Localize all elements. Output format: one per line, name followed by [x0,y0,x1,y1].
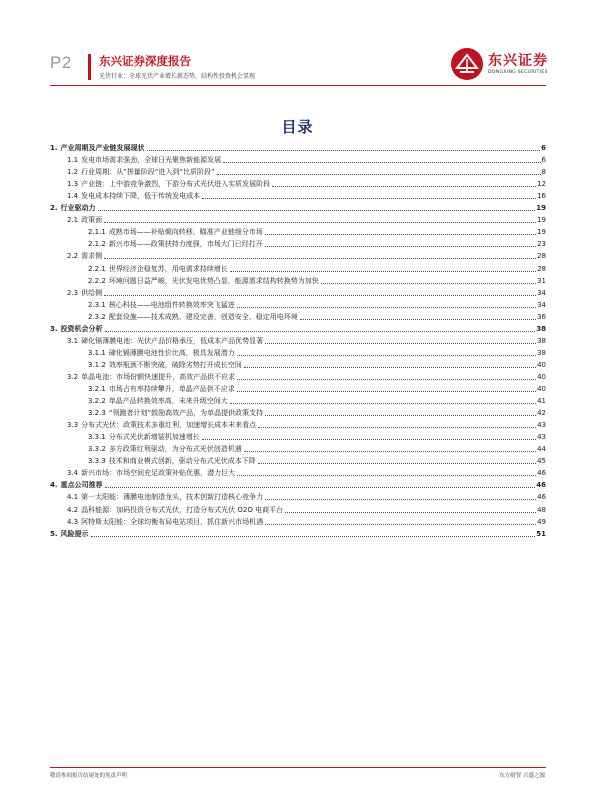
toc-leader-dots [105,487,536,488]
toc-entry-text: “领跑者计划”鼓励高效产品，为单晶提供政策支持 [108,409,264,418]
toc-entry[interactable] [50,238,546,249]
toc-entry[interactable] [50,431,546,442]
toc-entry[interactable] [50,178,546,189]
toc-entry-text: 成熟市场——补贴倾向转移，瞄准产业链细分市场 [108,228,263,237]
toc-leader-dots [147,150,541,151]
toc-entry[interactable] [50,443,546,454]
toc-entry-text: 碲化镉薄膜电池性价比高，极具发展潜力 [108,348,235,357]
toc-entry-page: 44 [537,445,546,454]
toc-entry-number: 3. [50,324,58,333]
toc-entry-number: 1.4 [67,192,79,201]
toc-entry-number: 1.2 [67,168,79,177]
toc-entry-text: 风险提示 [60,529,89,538]
footer-disclaimer: 敬请参阅报告结尾处的免责声明 [50,773,128,779]
report-subtitle: 光伏行业：全球光伏产业增长新态势，结构性投资机会显现 [99,73,256,80]
toc-entry-number: 3.3.3 [88,457,106,466]
toc-entry-number: 1.3 [67,180,79,189]
toc-entry-text: 效率瓶颈不断突破，破除劣势打开成长空间 [108,360,242,369]
header-divider [50,85,546,86]
toc-entry-text: 碲化镉薄膜电池：光伏产品价格承压，低成本产品优势显著 [81,336,264,345]
toc-leader-dots [223,162,540,163]
toc-entry-page: 40 [537,372,546,381]
toc-leader-dots [265,524,536,525]
toc-leader-dots [265,234,536,235]
toc-entry-number: 3.1.2 [88,360,106,369]
header-accent-bar [88,54,91,80]
toc-entry-text: 阿特斯太阳能：全球均衡布局电站项目，抓住新兴市场机遇 [81,517,264,526]
toc-entry[interactable] [50,371,546,382]
toc-leader-dots [104,222,536,223]
toc-entry-number: 2.3.2 [88,312,106,321]
toc-leader-dots [265,415,536,416]
toc-entry[interactable] [50,299,546,310]
report-title: 东兴证券深度报告 [99,54,191,68]
toc-leader-dots [244,367,536,368]
toc-entry[interactable] [50,214,546,225]
toc-entry[interactable] [50,226,546,237]
toc-leader-dots [105,331,536,332]
toc-entry-text: 产业链：上中游竞争激烈，下游分布式光伏进入实质发展阶段 [81,180,271,189]
toc-entry-number: 3.2.1 [88,385,106,393]
toc-entry[interactable] [50,287,546,298]
toc-leader-dots [258,463,536,464]
toc-leader-dots [237,391,536,392]
toc-entry[interactable] [50,479,546,490]
toc-entry-page: 43 [537,421,546,430]
toc-entry-page: 42 [537,409,546,418]
toc-entry-page: 38 [537,348,546,357]
toc-leader-dots [300,319,536,320]
toc-entry-number: 3.2.3 [88,409,106,418]
toc-entry-page: 6 [541,156,546,165]
toc-leader-dots [217,174,541,175]
toc-entry-page: 34 [537,288,546,297]
toc-entry-page: 40 [537,360,546,369]
toc-entry-text: 行业驱动力 [60,204,96,213]
toc-entry[interactable] [50,335,546,346]
toc-entry-page: 23 [537,240,546,249]
toc-entry-text: 第一太阳能：薄膜电池制造龙头，技术创新打造核心竞争力 [81,493,264,502]
toc-entry-text: 新兴市场——政策扶持力度强，市场大门已经打开 [108,240,263,249]
toc-entry[interactable] [50,528,546,539]
toc-entry-text: 投资机会分析 [60,324,103,333]
toc-entry-text: 技术和商业模式创新，驱动分布式光伏成本下降 [108,457,256,466]
toc-leader-dots [98,210,536,211]
toc-leader-dots [202,198,536,199]
toc-entry[interactable] [50,202,546,213]
toc-entry[interactable] [50,407,546,418]
toc-entry-text: 发电成本持续下降，低于传统发电成本 [81,192,201,201]
toc-entry[interactable] [50,395,546,406]
toc-entry-text: 政策面 [81,216,103,225]
toc-leader-dots [265,499,536,500]
toc-entry-page: 28 [537,264,546,273]
toc-entry[interactable] [50,383,546,394]
toc-entry[interactable] [50,467,546,478]
toc-entry[interactable] [50,491,546,502]
toc-entry[interactable] [50,311,546,322]
toc-entry[interactable] [50,275,546,286]
toc-leader-dots [237,379,536,380]
toc-entry[interactable] [50,190,546,201]
toc-entry-text: 重点公司推荐 [60,481,103,490]
toc-entry-number: 2.3 [67,288,79,297]
toc-entry-text: 世界经济企稳复苏，用电需求持续增长 [108,264,228,273]
toc-entry-number: 4.1 [67,493,79,502]
toc-entry-page: 45 [537,457,546,466]
toc-leader-dots [258,427,536,428]
toc-leader-dots [104,295,536,296]
toc-entry-number: 2. [50,204,58,213]
toc-entry-page: 49 [537,517,546,526]
toc-entry-page: 12 [537,180,546,189]
toc-entry-page: 19 [537,228,546,237]
toc-entry-number: 2.3.1 [88,300,106,309]
toc-entry-number: 4.3 [67,517,79,526]
toc-leader-dots [230,403,536,404]
toc-title: 目录 [281,118,314,136]
toc-entry-number: 3.2 [67,372,79,381]
toc-entry-text: 市场占有率持续攀升，单晶产品供不应求 [108,385,235,393]
toc-entry-text: 环境问题日益严峻，光伏发电优势凸显，能源需求结构转换势为加快 [108,276,319,285]
toc-entry-text: 分布式光伏：政策技术多重红利，加速增长成本未来看点 [81,421,257,430]
toc-leader-dots [91,536,536,537]
toc-entry-number: 3.3.1 [88,433,106,442]
toc-leader-dots [237,307,536,308]
toc-entry-number: 1. [50,144,58,152]
toc-entry-number: 2.1.1 [88,228,106,237]
toc-entry[interactable] [50,263,546,274]
toc-entry-text: 需求侧 [81,252,103,261]
toc-leader-dots [244,451,536,452]
toc-entry-text: 晶科能源：加码投资分布式光伏，打造分布式光伏 O2O 电商平台 [81,505,284,514]
toc-entry-number: 4. [50,481,58,490]
toc-entry[interactable] [50,419,546,430]
toc-entry[interactable] [50,142,546,153]
toc-entry-number: 2.1 [67,216,79,225]
toc-leader-dots [237,355,536,356]
toc-entry-page: 46 [537,493,546,502]
toc-entry[interactable] [50,323,546,334]
toc-entry-number: 2.1.2 [88,240,106,249]
toc-entry-number: 1.1 [67,156,79,165]
toc-entry[interactable] [50,154,546,165]
toc-entry-page: 40 [537,385,546,393]
toc-leader-dots [265,343,536,344]
toc-entry-page: 28 [537,252,546,261]
footer-slogan: 东方财智 兴盛之源 [499,773,545,779]
toc-entry-text: 分布式光伏新增装机加速增长 [108,433,200,442]
toc-entry-page: 51 [536,529,546,538]
toc-entry[interactable] [50,359,546,370]
toc-leader-dots [202,439,536,440]
toc-entry-page: 36 [537,312,546,321]
toc-leader-dots [230,271,536,272]
toc-entry-number: 5. [50,529,58,538]
toc-entry-page: 41 [537,397,546,406]
toc-entry-number: 3.1.1 [88,348,106,357]
company-logo [450,47,550,83]
toc-entry-text: 多方政策红利驱动，为分布式光伏创造机遇 [108,445,242,454]
toc-entry-text: 单晶电池：市场份额快速提升，高效产品供不应求 [81,372,236,381]
toc-entry-text: 新兴市场：市场空间充足政策补贴优惠，潜力巨大 [81,469,236,478]
toc-entry-page: 6 [541,144,546,152]
toc-entry-page: 46 [537,469,546,478]
toc-entry-number: 3.3.2 [88,445,106,454]
toc-entry-page: 19 [537,216,546,225]
toc-entry-page: 31 [537,276,546,285]
toc-entry-page: 48 [537,505,546,514]
toc-leader-dots [285,512,536,513]
toc-entry-number: 2.2 [67,252,79,261]
toc-entry-text: 供给侧 [81,288,103,297]
toc-leader-dots [104,258,536,259]
toc-entry-page: 38 [537,336,546,345]
toc-entry-text: 发电市场需求强劲，全球日光聚焦新能源发展 [81,156,222,165]
toc-leader-dots [272,186,536,187]
toc-entry-number: 2.2.1 [88,264,106,273]
toc-entry-page: 38 [536,324,546,333]
logo-text-en: DONGXING SECURITIES [488,70,548,75]
toc-entry-number: 3.2.2 [88,397,106,406]
toc-entry[interactable] [50,455,546,466]
toc-entry-page: 43 [537,433,546,442]
toc-entry-number: 4.2 [67,505,79,514]
toc-entry-number: 3.4 [67,469,79,478]
toc-entry-number: 3.3 [67,421,79,430]
toc-entry[interactable] [50,347,546,358]
toc-entry-text: 配套设施——技术成熟、建设完善，创造安全、稳定用电环境 [108,312,298,321]
toc-entry[interactable] [50,516,546,527]
toc-entry-page: 46 [536,481,546,490]
toc-entry-page: 16 [537,192,546,201]
page-header [0,0,595,100]
toc-entry-text: 单晶产品转换效率高，未来升级空间大 [108,397,228,406]
toc-entry-page: 34 [537,300,546,309]
toc-entry[interactable] [50,504,546,515]
page-number: P2 [50,53,72,72]
toc-leader-dots [265,246,536,247]
toc-entry[interactable] [50,166,546,177]
toc-entry-text: 产业周期及产业链发展现状 [60,144,145,152]
logo-text-cn: 东兴证券 [488,53,548,69]
toc-leader-dots [237,475,536,476]
toc-entry[interactable] [50,250,546,261]
toc-entry-text: 行业周期：从“拼量阶段”进入到“比质阶段” [81,168,215,177]
logo-mark-icon [450,47,484,81]
footer-divider [50,767,546,768]
toc-entry-page: 8 [541,168,546,177]
toc-entry-number: 3.1 [67,336,79,345]
toc-entry-number: 2.2.2 [88,276,106,285]
toc-entry-text: 核心科技——电池组件转换效率突飞猛进 [108,300,235,309]
toc-entry-page: 19 [536,204,546,213]
toc-leader-dots [321,283,536,284]
